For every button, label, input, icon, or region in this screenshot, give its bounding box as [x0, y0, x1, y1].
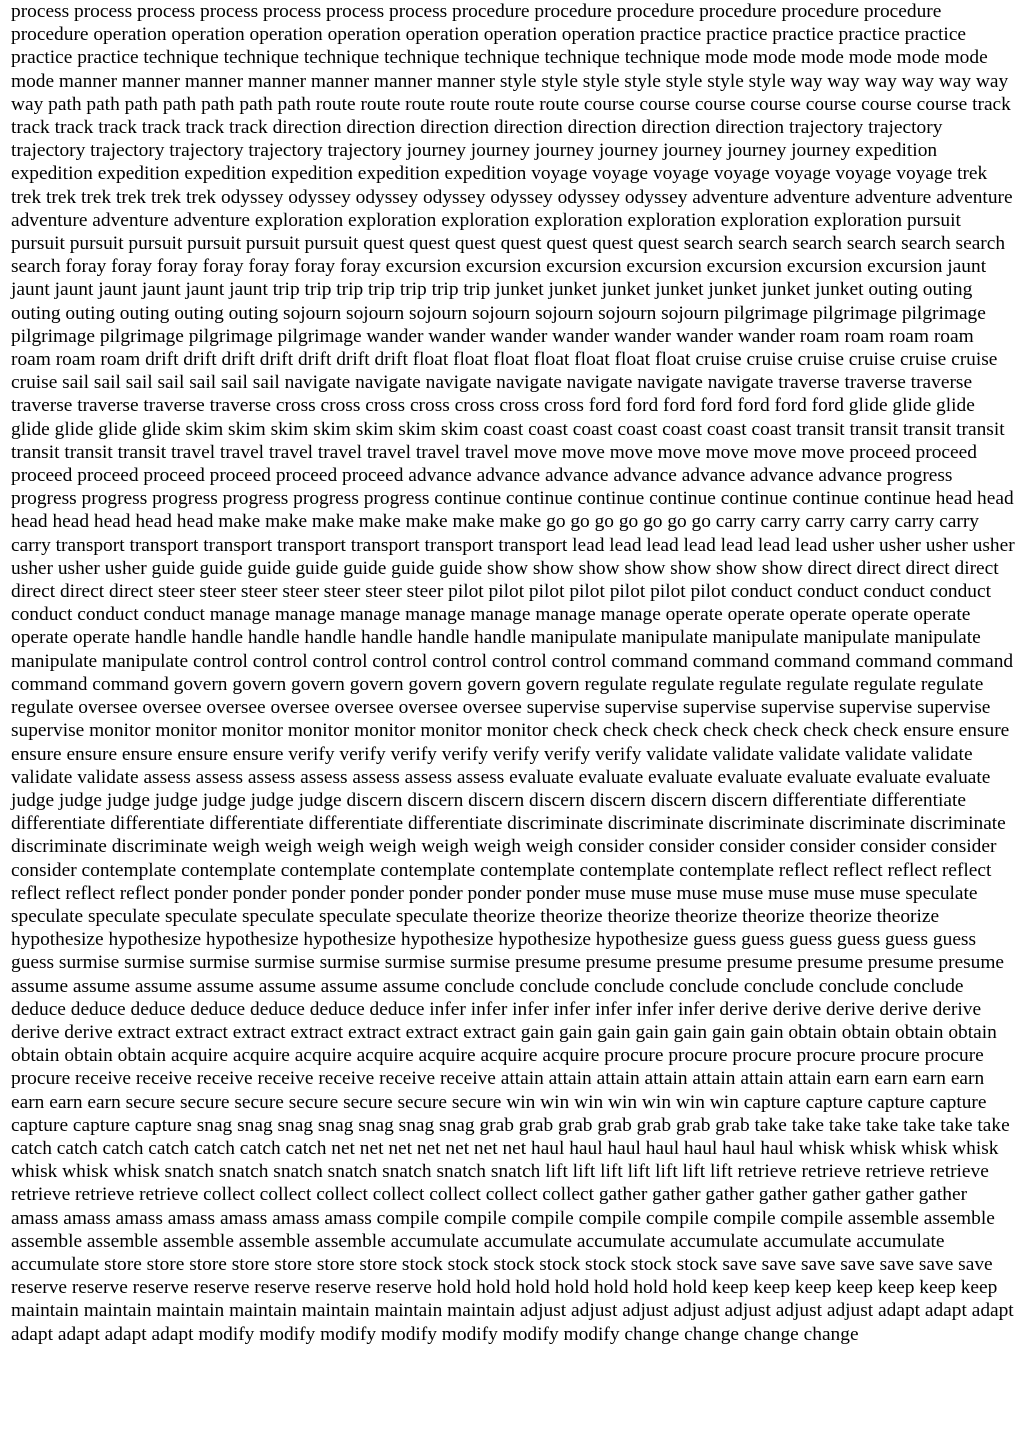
body-text-paragraph: process process process process process process process procedure procedure procedure procedure procedure procedure procedure operation operation operation operation operation operation operation practice practice practice practice practice practice practice technique technique technique technique technique technique technique mode mode mode mode mode mode mode manner manner manner manner manner manner manner style style style style style style style way way way way way way way path path path path path path path route route route route route route course course course course course course course track track track track track track track direction direction direction direction direction direction direction trajectory trajectory trajectory trajectory trajectory trajectory trajectory journey journey journey journey journey journey journey expedition expedition expedition expedition expedition expedition expedition voyage voyage voyage voyage voyage voyage voyage trek trek trek trek trek trek trek odyssey odyssey odyssey odyssey odyssey odyssey odyssey adventure adventure adventure adventure adventure adventure adventure exploration exploration exploration exploration exploration exploration exploration pursuit pursuit pursuit pursuit pursuit pursuit pursuit quest quest quest quest quest quest quest search search search search search search search foray foray foray foray foray foray foray excursion excursion excursion excursion excursion excursion excursion jaunt jaunt jaunt jaunt jaunt jaunt jaunt trip trip trip trip trip trip trip junket junket junket junket junket junket junket outing outing outing outing outing outing outing sojourn sojourn sojourn sojourn sojourn sojourn sojourn pilgrimage pilgrimage pilgrimage pilgrimage pilgrimage pilgrimage pilgrimage wander wander wander wander wander wander wander roam roam roam roam roam roam roam drift drift drift drift drift drift drift float float float float float float float cruise cruise cruise cruise cruise cruise cruise sail sail sail sail sail sail sail navigate navigate navigate navigate navigate navigate navigate traverse traverse traverse traverse traverse traverse traverse cross cross cross cross cross cross cross ford ford ford ford ford ford ford glide glide glide glide glide glide glide skim skim skim skim skim skim skim coast coast coast coast coast coast coast transit transit transit transit transit transit transit travel travel travel travel travel travel travel move move move move move move move proceed proceed proceed proceed proceed proceed proceed proceed advance advance advance advance advance advance advance progress progress progress progress progress progress progress continue continue continue continue continue continue continue head head head head head head head make make make make make make make go go go go go go go carry carry carry carry carry carry carry transport transport transport transport transport transport transport lead lead lead lead lead lead lead usher usher usher usher usher usher usher guide guide guide guide guide guide guide show show show show show show show direct direct direct direct direct direct direct steer steer steer steer steer steer steer pilot pilot pilot pilot pilot pilot pilot conduct conduct conduct conduct conduct conduct conduct manage manage manage manage manage manage manage operate operate operate operate operate operate operate handle handle handle handle handle handle handle manipulate manipulate manipulate manipulate manipulate manipulate manipulate control control control control control control control command command command command command command command govern govern govern govern govern govern govern regulate regulate regulate regulate regulate regulate regulate oversee oversee oversee oversee oversee oversee oversee supervise supervise supervise supervise supervise supervise supervise monitor monitor monitor monitor monitor monitor monitor check check check check check check check ensure ensure ensure ensure ensure ensure ensure verify verify verify verify verify verify verify validate validate validate validate validate validate validate assess assess assess assess assess assess assess evaluate evaluate evaluate evaluate evaluate evaluate evaluate judge judge judge judge judge judge judge discern discern discern discern discern discern discern differentiate differentiate differentiate differentiate differentiate differentiate differentiate discriminate discriminate discriminate discriminate discriminate discriminate discriminate weigh weigh weigh weigh weigh weigh weigh consider consider consider consider consider consider consider contemplate contemplate contemplate contemplate contemplate contemplate contemplate reflect reflect reflect reflect reflect reflect reflect ponder ponder ponder ponder ponder ponder ponder muse muse muse muse muse muse muse speculate speculate speculate speculate speculate speculate speculate theorize theorize theorize theorize theorize theorize theorize hypothesize hypothesize hypothesize hypothesize hypothesize hypothesize hypothesize guess guess guess guess guess guess guess surmise surmise surmise surmise surmise surmise surmise presume presume presume presume presume presume presume assume assume assume assume assume assume assume conclude conclude conclude conclude conclude conclude conclude deduce deduce deduce deduce deduce deduce deduce infer infer infer infer infer infer infer derive derive derive derive derive derive derive extract extract extract extract extract extract extract gain gain gain gain gain gain gain obtain obtain obtain obtain obtain obtain obtain acquire acquire acquire acquire acquire acquire acquire procure procure procure procure procure procure procure receive receive receive receive receive receive receive attain attain attain attain attain attain attain earn earn earn earn earn earn earn secure secure secure secure secure secure secure win win win win win win win capture capture capture capture capture capture capture snag snag snag snag snag snag snag grab grab grab grab grab grab grab take take take take take take take catch catch catch catch catch catch catch net net net net net net net haul haul haul haul haul haul haul whisk whisk whisk whisk whisk whisk whisk snatch snatch snatch snatch snatch snatch snatch lift lift lift lift lift lift lift retrieve retrieve retrieve retrieve retrieve retrieve retrieve collect collect collect collect collect collect collect gather gather gather gather gather gather gather amass amass amass amass amass amass amass compile compile compile compile compile compile compile assemble assemble assemble assemble assemble assemble assemble accumulate accumulate accumulate accumulate accumulate accumulate accumulate store store store store store store store stock stock stock stock stock stock stock save save save save save save save reserve reserve reserve reserve reserve reserve reserve hold hold hold hold hold hold hold keep keep keep keep keep keep keep maintain maintain maintain maintain maintain maintain maintain adjust adjust adjust adjust adjust adjust adjust adapt adapt adapt adapt adapt adapt adapt modify modify modify modify modify modify modify change change change change [11, 1, 1015, 1345]
